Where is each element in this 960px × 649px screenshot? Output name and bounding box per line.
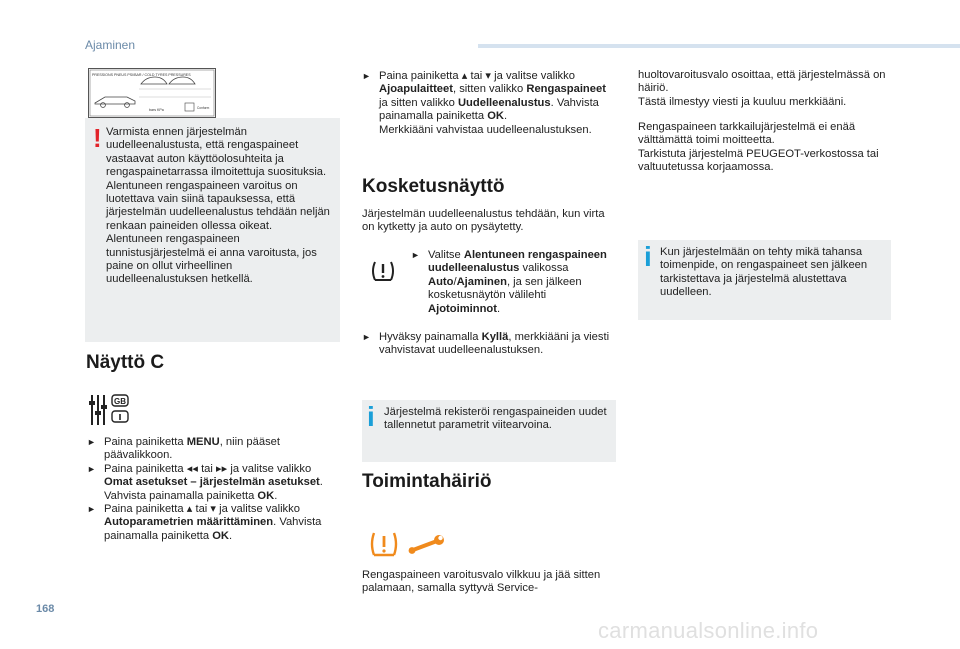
tyre-label-drawing <box>89 69 215 117</box>
header-bar <box>478 44 960 48</box>
info-text-right: Kun järjestelmään on tehty mikä tahansa toimenpide, on rengaspaineet sen jälkeen tarkistettava ja järjestelmä alustettava uudelleen. <box>660 246 868 299</box>
tyre-label-corner: Conform <box>197 106 210 110</box>
step-text: tai <box>192 503 211 516</box>
step-text: . Vahvista painamalla painiketta <box>104 476 323 502</box>
step-text: Merkkiääni vahvistaa uudelleenalustuksen. <box>379 123 592 136</box>
gb-badge-text: GB <box>114 397 126 406</box>
step-text: ▾ <box>485 70 492 82</box>
step-item <box>87 436 339 463</box>
step-text: ▸▸ <box>216 462 228 475</box>
heading-touchscreen: Kosketusnäyttö <box>362 176 505 197</box>
step-bold-text: Omat asetukset – järjestelmän asetukset <box>104 476 320 489</box>
tyre-pressure-warning-icon <box>370 258 396 284</box>
step-arrow-icon: ► <box>362 71 371 81</box>
middle-top-step <box>362 70 616 137</box>
step-text: Hyväksy painamalla <box>379 331 482 343</box>
service-wrench-icon <box>409 535 444 554</box>
step-text: Paina painiketta <box>104 436 187 448</box>
step-bold-text: OK <box>487 110 504 123</box>
step-text: ja valitse valikko <box>491 70 575 82</box>
step-bold-text: Kyllä <box>481 331 509 343</box>
step-text: . Vahvista painamalla painiketta <box>379 96 599 123</box>
step-text: Paina painiketta <box>104 503 187 516</box>
step-text: , merkkiääni ja viesti vahvistavat uudelleenalustuksen. <box>379 331 610 357</box>
step-bold-text: Ajaminen <box>456 275 507 288</box>
info-icon: i <box>644 241 652 272</box>
step-text: . Vahvista painamalla painiketta <box>104 516 322 542</box>
step-text: ja valitse valikko <box>216 503 300 516</box>
step-bold-text: Uudelleenalustus <box>457 96 551 109</box>
info-text-middle: Järjestelmä rekisteröi rengaspaineiden uudet tallennetut parametrit viitearvoina. <box>384 406 607 432</box>
step-text: . <box>496 302 501 315</box>
step-text: valikossa <box>519 262 569 275</box>
step-arrow-icon: ► <box>87 463 96 474</box>
step-bold-text: OK <box>257 489 275 502</box>
heading-display-c: Näyttö C <box>86 352 165 373</box>
step-text: Paina painiketta <box>104 462 187 475</box>
step-text: / <box>453 275 457 288</box>
step-item <box>411 249 618 316</box>
step-item <box>362 331 614 358</box>
heading-malfunction: Toimintahäiriö <box>362 471 492 492</box>
display-c-steps <box>87 436 339 543</box>
tpms-warning-orange-icon <box>372 533 396 555</box>
step-arrow-icon: ► <box>87 504 96 515</box>
fault-paragraph-1: huoltovaroitusvalo osoittaa, että järjestelmässä on häiriö. Tästä ilmestyy viesti ja kuuluu merkkiääni. <box>638 69 886 108</box>
tyre-label-title: PRESSIONS PNEUS PSI/BAR / COLD TYRES PRESSURES <box>92 73 191 77</box>
step-text: . <box>229 529 233 542</box>
step-text: ▾ <box>210 503 217 516</box>
tyre-pressure-label-image <box>88 68 216 118</box>
step-item <box>87 503 339 543</box>
step-text: . <box>504 110 508 123</box>
fault-paragraph-2: Rengaspaineen tarkkailujärjestelmä ei enää välttämättä toimi moitteetta. Tarkistuta järjestelmä PEUGEOT-verkostossa tai valtuutetussa korjaamossa. <box>638 121 879 174</box>
step-arrow-icon: ► <box>87 437 96 447</box>
touchscreen-confirm-step <box>362 331 614 358</box>
step-bold-text: Autoparametrien määrittäminen <box>104 516 274 529</box>
step-bold-text: Ajotoiminnot <box>428 302 497 315</box>
step-bold-text: MENU <box>186 436 220 448</box>
step-text: , ja sen jälkeen kosketusnäytön välilehti <box>428 275 582 302</box>
tyre-label-units: bars KPa <box>149 108 164 112</box>
info-icon: i <box>367 401 375 432</box>
step-text: tai <box>467 70 486 82</box>
step-text: ▴ <box>461 70 468 82</box>
step-item <box>87 463 339 503</box>
touchscreen-intro: Järjestelmän uudelleenalustus tehdään, kun virta on kytketty ja auto on pysäytetty. <box>362 208 605 234</box>
step-text: ◂◂ <box>186 462 198 475</box>
touchscreen-select-step <box>411 249 618 316</box>
step-bold-text: Alentuneen rengaspaineen uudelleenalustus <box>428 249 607 275</box>
step-arrow-icon: ► <box>362 332 371 342</box>
step-bold-text: OK <box>212 529 229 542</box>
step-text: Paina painiketta <box>379 70 462 82</box>
warning-text: Varmista ennen järjestelmän uudelleenalustusta, että rengaspaineet vastaavat auton käyttöolosuhteita ja rengaspainetarrassa ilmoitettuja suosituksia. Alentuneen rengaspaineen varoitus on luotettava vain siinä tapauksessa, että järjestelmän uudelleenalustus tehdään neljän renkaan paineiden ollessa oikeat. Alentuneen rengaspaineen tunnistusjärjestelmä ei anna varoitusta, jos paine on ollut virheellinen uudelleenalustuksen hetkellä. <box>106 126 330 286</box>
step-text: Valitse <box>428 249 464 261</box>
settings-sliders-icon <box>88 393 132 427</box>
step-text: , niin pääset päävalikkoon. <box>104 436 281 462</box>
step-arrow-icon: ► <box>411 250 420 260</box>
step-text: ▴ <box>186 503 193 516</box>
step-text: ja valitse valikko <box>227 462 312 475</box>
malfunction-icons <box>369 530 449 560</box>
step-bold-text: Auto <box>428 275 454 288</box>
step-bold-text: Rengaspaineet <box>526 83 606 96</box>
section-title: Ajaminen <box>85 38 136 52</box>
warning-exclamation-icon: ! <box>93 123 102 153</box>
step-text: . <box>274 489 278 502</box>
step-text: tai <box>197 462 217 475</box>
footer-watermark: carmanualsonline.info <box>598 618 819 643</box>
malfunction-text: Rengaspaineen varoitusvalo vilkkuu ja jää sitten palamaan, samalla syttyvä Service- <box>362 569 601 595</box>
page-number: 168 <box>36 603 55 615</box>
step-text: ja sitten valikko <box>379 96 458 109</box>
step-bold-text: Ajoapulaitteet <box>379 83 453 96</box>
step-text: , sitten valikko <box>452 83 527 96</box>
step-item <box>362 70 616 137</box>
